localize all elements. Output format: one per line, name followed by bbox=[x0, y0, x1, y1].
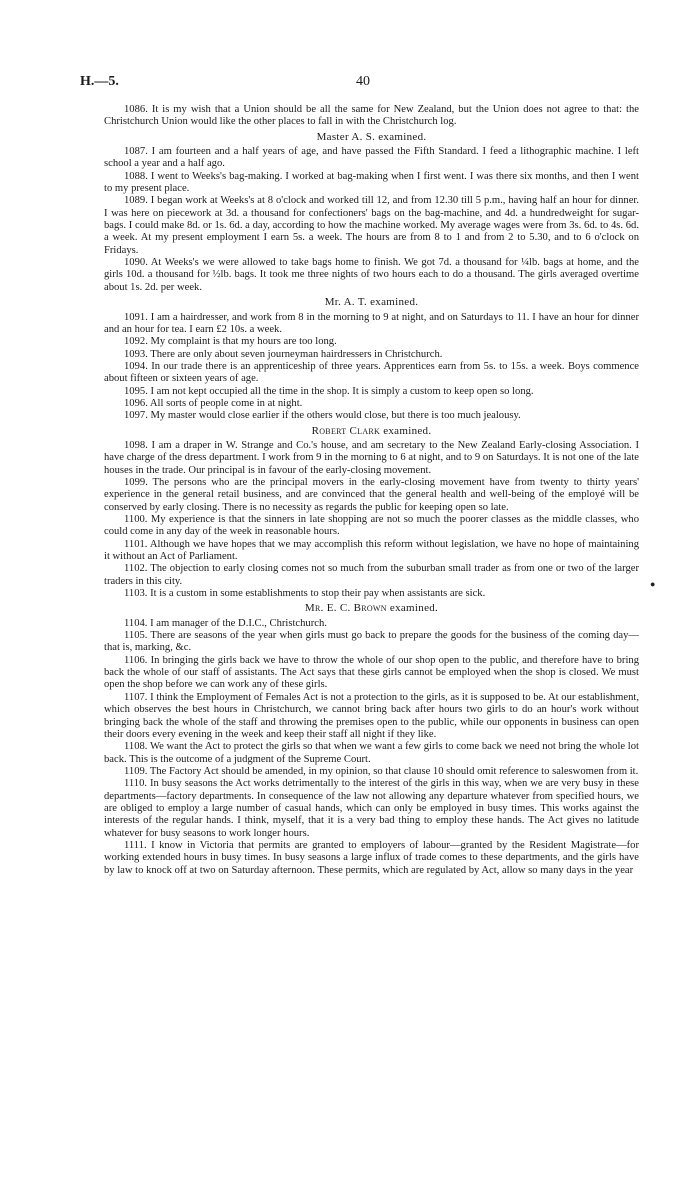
paragraph-1103: 1103. It is a custom in some establishments to stop their pay when assistants are sick. bbox=[124, 588, 486, 600]
paragraph-1089: 1089. I began work at Weeks's at 8 o'clock and worked till 12, and from 12.30 till 5 p.m., having half an hour for dinner. I was here on piecework at 3d. a thousand for confectioners' bags on the bag-machine, and 4d. a hundredweight for sugar-bags. I could make 8d. or 1s. 6d. a day, according to how the machine worked. My average wages were from 3s. 6d. to 4s. 6d. a week. At my present employment I earn 5s. a week. The hours are from 8 to 1 and from 2 to 5.30, and to 6 o'clock on Fridays. bbox=[104, 195, 639, 256]
paragraph-1107: 1107. I think the Employment of Females Act is not a protection to the girls, as it is supposed to be. At our establishment, which observes the best hours in Christchurch, we cannot bring back after hours two girls to do an hour's work without bringing back the whole of the staff and throwing the premises open to the public, while our opponents in business can open their doors every evening in the week and keep their staff all night if they like. bbox=[104, 691, 639, 740]
margin-mark-dot: ● bbox=[650, 579, 656, 589]
paragraph-1094: 1094. In our trade there is an apprenticeship of three years. Apprentices earn from 5s. to 15s. a week. Boys commence about fifteen or sixteen years of age. bbox=[104, 360, 639, 385]
section-heading-mr-a-t bbox=[104, 294, 639, 311]
paragraph-1111: 1111. I know in Victoria that permits are granted to employers of labour—granted by the Resident Magistrate—for working extended hours in busy times. In busy seasons a large influx of trade comes to these departments, and the girls have by law to knock off at two on Saturday afternoon. These permits, which are regulated by Act, allow so many days in the year bbox=[104, 839, 639, 876]
paragraph-1090: 1090. At Weeks's we were allowed to take bags home to finish. We got 7d. a thousand for ¼lb. bags at home, and the girls 10d. a thousand for ½lb. bags. It took me three nights of two hours each to do a thousand. The girls averaged overtime about 1s. 2d. per week. bbox=[104, 257, 639, 293]
paragraph-1095: 1095. I am not kept occupied all the time in the shop. It is simply a custom to keep open so long. bbox=[124, 385, 534, 397]
section-heading-master-a-s bbox=[104, 129, 639, 146]
page-number: 40 bbox=[356, 74, 370, 89]
page-header bbox=[80, 74, 639, 96]
heading-suffix: examined. bbox=[375, 130, 427, 143]
document-body bbox=[104, 104, 639, 877]
paragraph-1092: 1092. My complaint is that my hours are too long. bbox=[124, 336, 337, 348]
section-heading-mr-e-c-brown bbox=[104, 600, 639, 617]
paragraph-1086: 1086. It is my wish that a Union should be all the same for New Zealand, but the Union does not agree to that: the Christchurch Union would like the other places to fall in with the Christchurch log. bbox=[104, 104, 639, 128]
witness-name: Mr. A. T. bbox=[324, 296, 368, 309]
paragraph-1088: 1088. I went to Weeks's bag-making. I worked at bag-making when I first went. I was there six months, and then I went to my present place. bbox=[104, 170, 639, 195]
paragraph-1108: 1108. We want the Act to protect the girls so that when we want a few girls to come back we need not bring the whole lot back. This is the outcome of a judgment of the Supreme Court. bbox=[104, 741, 639, 765]
paragraph-1104: 1104. I am manager of the D.I.C., Christchurch. bbox=[124, 617, 327, 629]
heading-suffix: examined. bbox=[380, 424, 432, 437]
paragraph-1099: 1099. The persons who are the principal movers in the early-closing movement have from twenty to thirty years' experience in the general retail business, and are convinced that the general health and well-being of the employé will be conserved by early closing. There is no necessity as regards the public for keeping open so late. bbox=[104, 476, 639, 513]
paragraph-1093: 1093. There are only about seven journeyman hairdressers in Christchurch. bbox=[124, 348, 443, 360]
paragraph-1100: 1100. My experience is that the sinners in late shopping are not so much the poorer classes as the middle classes, who could come in any day of the week in reasonable hours. bbox=[104, 514, 639, 538]
paragraph-1109: 1109. The Factory Act should be amended, in my opinion, so that clause 10 should omit reference to saleswomen from it. bbox=[124, 765, 639, 777]
heading-suffix: examined. bbox=[367, 296, 419, 309]
paragraph-1101: 1101. Although we have hopes that we may accomplish this reform without legislation, we have no hope of maintaining it without an Act of Parliament. bbox=[104, 538, 639, 563]
paragraph-1105: 1105. There are seasons of the year when girls must go back to prepare the goods for the business of the coming day—that is, marking, &c. bbox=[104, 630, 639, 654]
paragraph-1096: 1096. All sorts of people come in at night. bbox=[124, 397, 303, 409]
paragraph-1106: 1106. In bringing the girls back we have to throw the whole of our shop open to the public, and therefore have to bring back the whole of our staff of assistants. The Act says that these girls cannot be employed when the shop is closed. We must open the shop before we can work any of these girls. bbox=[104, 654, 639, 691]
paragraph-1087: 1087. I am fourteen and a half years of age, and have passed the Fifth Standard. I feed a lithographic machine. I left school a year and a half ago. bbox=[104, 146, 639, 170]
section-heading-robert-clark bbox=[104, 423, 639, 440]
heading-suffix: examined. bbox=[386, 602, 439, 615]
paragraph-1098: 1098. I am a draper in W. Strange and Co.'s house, and am secretary to the New Zealand Early-closing Association. I have charge of the dress department. I work from 9 in the morning to 6 at night, and to 9 on Saturdays. It is not one of the late houses in the trade. Our principal is in favour of the early-closing movement. bbox=[104, 439, 639, 476]
paragraph-1097: 1097. My master would close earlier if the others would close, but there is too much jealousy. bbox=[124, 410, 521, 422]
witness-name: Mr. E. C. Brown bbox=[304, 602, 387, 615]
paragraph-1102: 1102. The objection to early closing comes not so much from the suburban small trader as from one or two of the larger traders in this city. bbox=[104, 563, 639, 587]
witness-name: Master A. S. bbox=[316, 130, 376, 143]
document-reference: H.—5. bbox=[80, 74, 119, 89]
witness-name: Robert Clark bbox=[311, 424, 381, 437]
paragraph-1110: 1110. In busy seasons the Act works detrimentally to the interest of the girls in this way, when we are very busy in these departments—factory departments. In consequence of the law not allowing any departure whatever from specified hours, we are obliged to employ a large number of casual hands, which can only be employed in busy times. This works against the interests of the regular hands. I think, myself, that it is a very bad thing to employ these hands. The Act gives no latitude whatever for busy seasons to work longer hours. bbox=[104, 778, 639, 839]
paragraph-1091: 1091. I am a hairdresser, and work from 8 in the morning to 9 at night, and on Saturdays to 11. I have an hour for dinner and an hour for tea. I earn £2 10s. a week. bbox=[104, 311, 639, 335]
